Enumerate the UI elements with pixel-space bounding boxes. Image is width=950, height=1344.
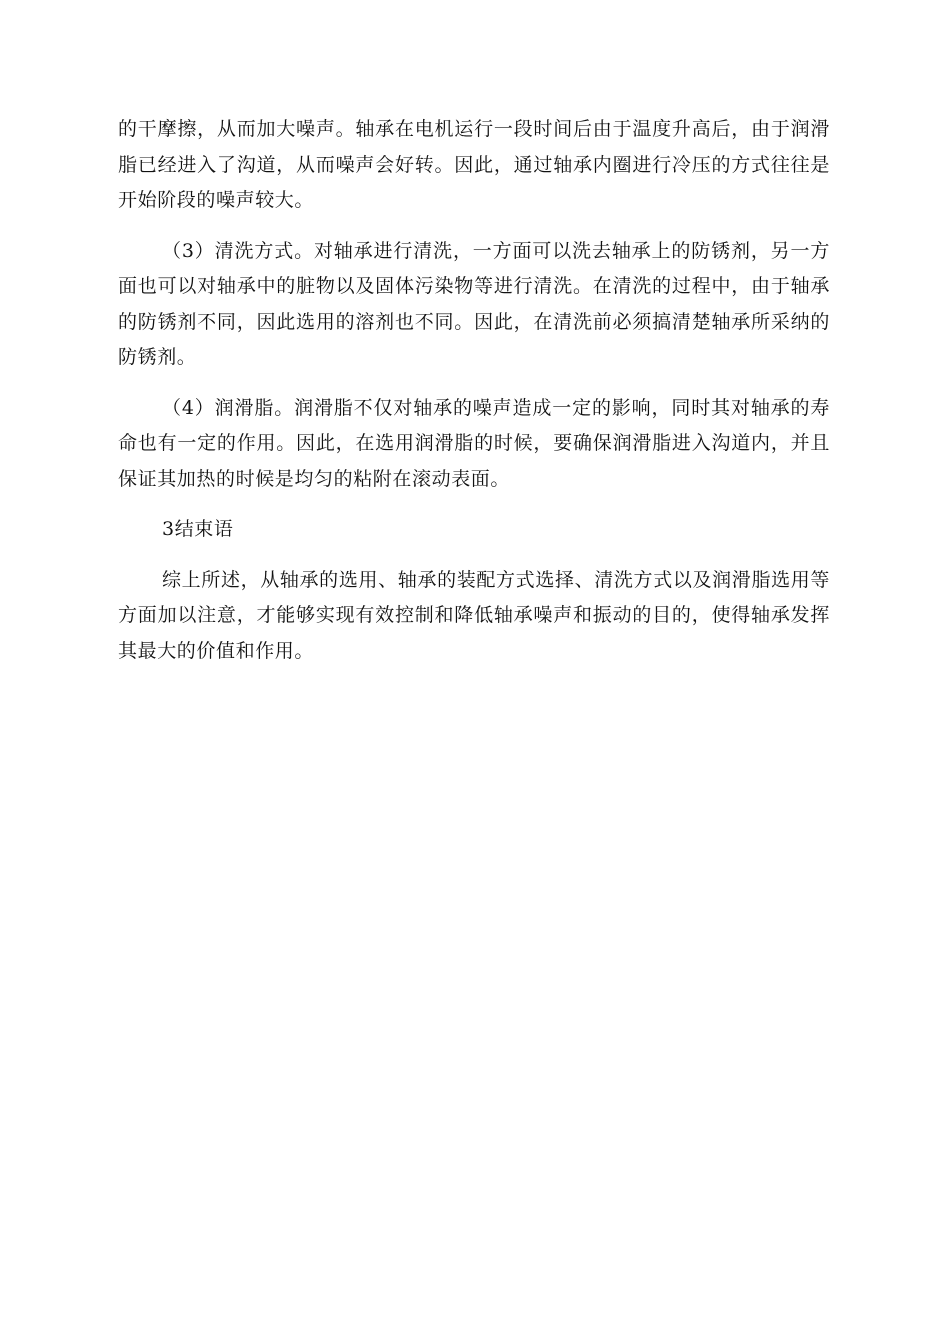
paragraph-lubricating-grease: （4）润滑脂。润滑脂不仅对轴承的噪声造成一定的影响，同时其对轴承的寿命也有一定的作用。因此，在选用润滑脂的时候，要确保润滑脂进入沟道内，并且保证其加热的时候是均匀的粘附在滚动表面。 [118, 396, 830, 490]
paragraph-cleaning-method: （3）清洗方式。对轴承进行清洗，一方面可以洗去轴承上的防锈剂，另一方面也可以对轴承中的脏物以及固体污染物等进行清洗。在清洗的过程中，由于轴承的防锈剂不同，因此选用的溶剂也不同。因此，在清洗前必须搞清楚轴承所采纳的防锈剂。 [118, 239, 830, 368]
section-heading-conclusion: 3结束语 [162, 518, 234, 540]
paragraph-continuation: 的干摩擦，从而加大噪声。轴承在电机运行一段时间后由于温度升高后，由于润滑脂已经进入了沟道，从而噪声会好转。因此，通过轴承内圈进行冷压的方式往往是开始阶段的噪声较大。 [118, 118, 830, 211]
paragraph-conclusion: 综上所述，从轴承的选用、轴承的装配方式选择、清洗方式以及润滑脂选用等方面加以注意，才能够实现有效控制和降低轴承噪声和振动的目的，使得轴承发挥其最大的价值和作用。 [118, 568, 830, 662]
document-page [118, 112, 830, 684]
